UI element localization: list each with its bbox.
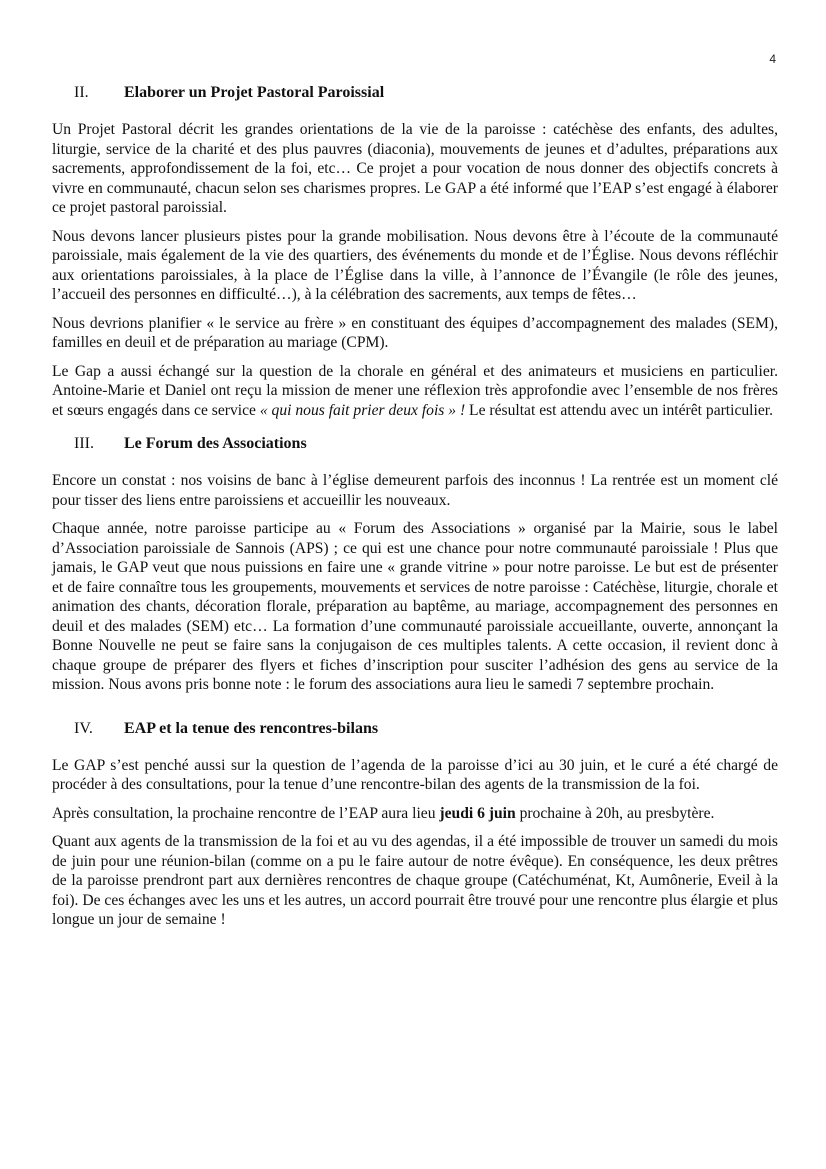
text-run: Après consultation, la prochaine rencontre de l’EAP aura lieu [52,804,440,822]
italic-quote: « qui nous fait prier deux fois » ! [259,401,466,419]
section-number: IV. [74,719,93,737]
page-number: 4 [769,52,776,66]
paragraph-date [52,804,778,824]
text-run: Le Gap a aussi échangé sur la question de la chorale en général et des animateurs et musiciens en particulier. Antoine-Marie et Daniel ont reçu la mission de mener une réflexion très approfondie avec l’ensemble de nos frères et sœurs engagés dans ce service [52,362,778,419]
section-number: II. [74,84,89,101]
paragraph-chorale [52,362,778,421]
section-number: III. [74,435,94,452]
paragraph: Nous devons lancer plusieurs pistes pour la grande mobilisation. Nous devons être à l’écoute de la communauté paroissiale, mais également de la vie des quartiers, des événements du monde et de l’Église. Nous devons réfléchir aux orientations paroissiales, à la place de l’Église dans la ville, à l’annonce de l’Évangile (le rôle des jeunes, l’accueil des personnes en difficulté…), à la célébration des sacrements, aux temps de fêtes… [52,227,778,303]
text-run: Le résultat est attendu avec un intérêt particulier. [465,401,774,419]
text-run: prochaine à 20h, au presbytère. [515,804,715,822]
paragraph: Le GAP s’est penché aussi sur la question de l’agenda de la paroisse d’ici au 30 juin, et le curé a été chargé de procéder à des consultations, pour la tenue d’une rencontre-bilan des agents de la transmission de la foi. [52,756,778,793]
section-projet-pastoral [52,83,778,420]
bold-date: jeudi 6 juin [439,804,516,822]
paragraph: Chaque année, notre paroisse participe au « Forum des Associations » organisé par la Mairie, sous le label d’Association paroissiale de Sannois (APS) ; ce qui est une chance pour notre communauté paroissiale ! Plus que jamais, le GAP veut que nous puissions en faire une « grande vitrine » pour notre paroisse. Le but est de présenter et de faire connaître tous les groupements, mouvements et services de notre paroisse : Catéchèse, liturgie, chorale et animation des chants, décoration florale, préparation au baptême, au mariage, accompagnement des personnes en deuil et des malades (SEM) etc… La formation d’une communauté paroissiale accueillante, ouverte, annonçant la Bonne Nouvelle ne peut se faire sans la conjugaison de ces multiples talents. A cette occasion, il revient donc à chaque groupe de préparer des flyers et fiches d’inscription pour susciter l’adhésion des gens au service de la mission. Nous avons pris bonne note : le forum des associations aura lieu le samedi 7 septembre prochain. [52,520,778,693]
section-forum-associations [52,434,778,695]
section-title: Le Forum des Associations [124,435,307,452]
paragraph: Nous devrions planifier « le service au frère » en constituant des équipes d’accompagnement des malades (SEM), familles en deuil et de préparation au mariage (CPM). [52,314,778,351]
paragraph: Quant aux agents de la transmission de la foi et au vu des agendas, il a été impossible de trouver un samedi du mois de juin pour une réunion-bilan (comme on a pu le faire autour de notre évêque). En conséquence, les deux prêtres de la paroisse prendront part aux dernières rencontres de chaque groupe (Catéchuménat, Kt, Aumônerie, Eveil à la foi). De ces échanges avec les uns et les autres, un accord pourrait être trouvé pour une rencontre plus élargie et plus longue un jour de semaine ! [52,833,778,928]
paragraph: Un Projet Pastoral décrit les grandes orientations de la vie de la paroisse : catéchèse des enfants, des adultes, liturgie, service de la charité et des plus pauvres (diaconia), mouvements de jeunes et d’adultes, préparations aux sacrements, approfondissement de la foi, etc… Ce projet a pour vocation de nous donner des objectifs concrets à vivre en communauté, chacun selon ses charismes propres. Le GAP a été informé que l’EAP s’est engagé à élaborer ce projet pastoral paroissial. [52,121,778,216]
section-heading [52,83,778,103]
section-eap-rencontres [52,719,778,930]
document-body [52,83,778,939]
section-title: EAP et la tenue des rencontres-bilans [124,719,379,737]
section-heading [52,719,778,739]
section-title: Elaborer un Projet Pastoral Paroissial [124,84,385,101]
paragraph: Encore un constat : nos voisins de banc à l’église demeurent parfois des inconnus ! La rentrée est un moment clé pour tisser des liens entre paroissiens et accueillir les nouveaux. [52,472,778,509]
section-heading [52,434,778,454]
